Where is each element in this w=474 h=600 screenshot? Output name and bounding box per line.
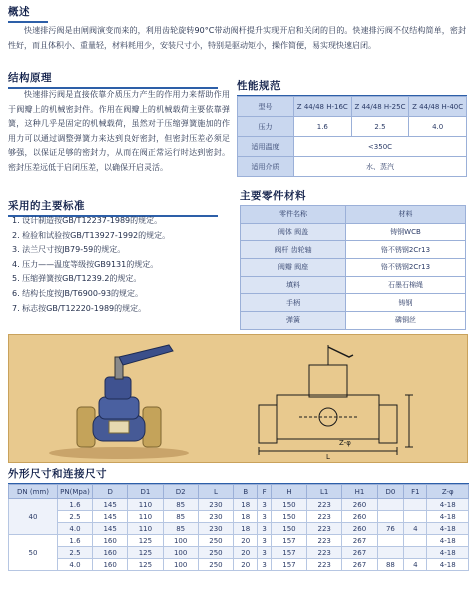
table-cell: 223 [307, 499, 342, 511]
part-name: 填料 [241, 276, 346, 294]
table-cell: 3 [258, 547, 271, 559]
material-name: 石墨石棉绳 [346, 276, 466, 294]
table-cell: 3 [258, 559, 271, 571]
table-cell: 1.6 [58, 499, 93, 511]
table-cell: 85 [163, 499, 198, 511]
model-cell: Z 44/48 H-40C [409, 97, 467, 117]
dn-cell: 50 [9, 535, 58, 571]
material-name: 铸钢WCB [346, 223, 466, 241]
column-header: D0 [377, 485, 404, 499]
table-cell: 4-18 [427, 511, 469, 523]
table-row [241, 259, 466, 277]
part-name: 阀瓣 阀座 [241, 259, 346, 277]
table-cell: 4-18 [427, 535, 469, 547]
table-cell: 223 [307, 523, 342, 535]
performance-table [237, 96, 467, 177]
column-header: B [234, 485, 258, 499]
column-header: PN(Mpa) [58, 485, 93, 499]
table-cell: 3 [258, 523, 271, 535]
table-row [9, 523, 469, 535]
model-cell: Z 44/48 H-25C [351, 97, 409, 117]
overview-heading [8, 4, 48, 23]
standard-item: 5. 压缩弹簧按GB/T1239.2的规定。 [12, 274, 142, 284]
table-cell: 157 [271, 547, 306, 559]
pressure-label: 压力 [238, 117, 294, 137]
standard-item: 2. 检验和试验按GB/T13927-1992的规定。 [12, 230, 171, 240]
standard-item: 3. 法兰尺寸按JB79-59的规定。 [12, 245, 126, 255]
structure-heading [8, 70, 218, 89]
table-cell: 2.5 [58, 511, 93, 523]
table-cell: 125 [128, 559, 163, 571]
table-row [238, 137, 467, 157]
column-header: H [271, 485, 306, 499]
table-cell [404, 511, 427, 523]
table-cell: 230 [198, 499, 233, 511]
table-cell: 100 [163, 547, 198, 559]
table-cell: 250 [198, 559, 233, 571]
table-cell: 3 [258, 535, 271, 547]
table-cell: 223 [307, 511, 342, 523]
table-cell: 4-18 [427, 559, 469, 571]
medium-value: 水、蒸汽 [293, 157, 466, 177]
table-cell: 145 [93, 511, 128, 523]
table-cell: 223 [307, 547, 342, 559]
column-header: H1 [342, 485, 377, 499]
material-name: 铸钢 [346, 294, 466, 312]
table-cell: 260 [342, 511, 377, 523]
table-cell: 1.6 [58, 535, 93, 547]
table-cell: 3 [258, 511, 271, 523]
material-name: 铬不锈钢2Cr13 [346, 259, 466, 277]
standards-title: 采用的主要标准 [8, 200, 85, 212]
column-header: Z-φ [427, 485, 469, 499]
table-cell: 3 [258, 499, 271, 511]
part-name: 阀杆 齿轮轴 [241, 241, 346, 259]
table-cell: 267 [342, 547, 377, 559]
model-label: 型号 [238, 97, 294, 117]
table-cell [377, 511, 404, 523]
table-cell: 18 [234, 499, 258, 511]
table-header-row [9, 485, 469, 499]
table-row [9, 559, 469, 571]
table-cell: 250 [198, 547, 233, 559]
table-cell: 2.5 [58, 547, 93, 559]
table-cell: 267 [342, 559, 377, 571]
table-row [238, 97, 467, 117]
table-cell: 4 [404, 523, 427, 535]
temperature-value: <350C [293, 137, 466, 157]
table-cell: 4 [404, 559, 427, 571]
valve-image-panel [8, 334, 468, 463]
column-header: D1 [128, 485, 163, 499]
table-row [9, 535, 469, 547]
table-cell: 110 [128, 499, 163, 511]
part-name: 弹簧 [241, 312, 346, 330]
performance-heading [237, 78, 467, 97]
technical-drawing [259, 345, 413, 455]
table-cell: 85 [163, 523, 198, 535]
table-cell: 110 [128, 523, 163, 535]
part-name: 手柄 [241, 294, 346, 312]
column-header: F1 [404, 485, 427, 499]
table-row [9, 547, 469, 559]
table-cell: 4-18 [427, 547, 469, 559]
standard-item: 1. 设计制造按GB/T12237-1989的规定。 [12, 216, 163, 225]
table-row [241, 312, 466, 330]
column-header: 零件名称 [241, 206, 346, 224]
table-cell: 150 [271, 499, 306, 511]
structure-text: 快速排污阀是直接依靠介质压力产生的作用力来帮助作用于阀瓣上的机械密封件。作用在阀瓣上的机械载荷主要依靠弹簧，这种几乎是固定的机械载荷，虽然对于压缩弹簧施加的作用力可以通过调整弹簧力来达到良好密封，但密封压差必须足够强，以保证足够的密封力，从而在阀正常运行时达到密封。密封压差远低于启闭压差，以确保开启灵活。 [8, 90, 230, 172]
table-cell: 125 [128, 547, 163, 559]
column-header: F [258, 485, 271, 499]
column-header: 材料 [346, 206, 466, 224]
table-cell: 110 [128, 511, 163, 523]
table-cell [404, 547, 427, 559]
table-cell [377, 535, 404, 547]
table-cell: 100 [163, 559, 198, 571]
table-cell: 100 [163, 535, 198, 547]
dimensions-table [8, 484, 469, 571]
table-row [238, 157, 467, 177]
table-cell: 223 [307, 559, 342, 571]
table-cell: 4-18 [427, 523, 469, 535]
table-cell: 145 [93, 499, 128, 511]
table-cell: 18 [234, 523, 258, 535]
materials-title: 主要零件材料 [240, 190, 306, 202]
table-cell: 150 [271, 511, 306, 523]
dimension-label-z: Z-φ [339, 439, 351, 447]
table-row [241, 223, 466, 241]
table-cell: 150 [271, 523, 306, 535]
temperature-label: 适用温度 [238, 137, 294, 157]
table-cell: 267 [342, 535, 377, 547]
table-cell [377, 547, 404, 559]
dims-title: 外形尺寸和连接尺寸 [8, 468, 107, 480]
table-cell: 160 [93, 535, 128, 547]
performance-title: 性能规范 [237, 80, 281, 92]
column-header: L1 [307, 485, 342, 499]
material-name: 铬不锈钢2Cr13 [346, 241, 466, 259]
table-cell: 4.0 [58, 523, 93, 535]
table-row [238, 117, 467, 137]
table-cell: 4-18 [427, 499, 469, 511]
column-header: DN (mm) [9, 485, 58, 499]
standards-list [12, 214, 228, 316]
table-cell: 230 [198, 523, 233, 535]
table-row [9, 511, 469, 523]
table-cell: 145 [93, 523, 128, 535]
table-cell: 88 [377, 559, 404, 571]
column-header: D [93, 485, 128, 499]
table-cell: 160 [93, 547, 128, 559]
table-header-row [241, 206, 466, 224]
table-cell: 76 [377, 523, 404, 535]
table-cell: 20 [234, 547, 258, 559]
pressure-cell: 1.6 [293, 117, 351, 137]
heading-underline [8, 21, 48, 23]
standard-item: 6. 结构长度按JB/T6900-93的规定。 [12, 288, 144, 298]
dimension-label-l: L [326, 453, 330, 461]
pressure-cell: 4.0 [409, 117, 467, 137]
overview-title: 概述 [8, 6, 30, 18]
table-cell [404, 499, 427, 511]
table-cell: 125 [128, 535, 163, 547]
dn-cell: 40 [9, 499, 58, 535]
column-header: L [198, 485, 233, 499]
table-cell: 157 [271, 559, 306, 571]
table-cell: 20 [234, 559, 258, 571]
part-name: 阀体 阀盖 [241, 223, 346, 241]
table-row [241, 294, 466, 312]
table-row [241, 276, 466, 294]
table-cell: 18 [234, 511, 258, 523]
table-row [9, 499, 469, 511]
pressure-cell: 2.5 [351, 117, 409, 137]
table-row [241, 241, 466, 259]
valve-photo [49, 345, 189, 459]
dims-heading [8, 466, 469, 485]
overview-text: 快速排污阀是由闸阀演变而来的，利用齿轮旋转90°C带动阀杆提升实现开启和关闭的目的。快速排污阀不仅结构简单，密封性好，而且体积小、重量轻，材料耗用少，安装尺寸小，特别是驱动矩小，操作简便，易实现快速启闭。 [8, 26, 466, 50]
table-cell: 230 [198, 511, 233, 523]
table-cell [404, 535, 427, 547]
table-cell: 260 [342, 523, 377, 535]
table-cell: 250 [198, 535, 233, 547]
material-name: 磷铜丝 [346, 312, 466, 330]
materials-table [240, 205, 466, 330]
table-cell [377, 499, 404, 511]
medium-label: 适用介质 [238, 157, 294, 177]
valve-illustration [9, 335, 467, 462]
table-cell: 157 [271, 535, 306, 547]
standard-item: 7. 标志按GB/T12220-1989的规定。 [12, 303, 147, 313]
structure-title: 结构原理 [8, 72, 52, 84]
table-cell: 160 [93, 559, 128, 571]
table-cell: 85 [163, 511, 198, 523]
table-cell: 20 [234, 535, 258, 547]
table-cell: 4.0 [58, 559, 93, 571]
table-cell: 223 [307, 535, 342, 547]
table-cell: 260 [342, 499, 377, 511]
standard-item: 4. 压力——温度等级按GB9131的规定。 [12, 259, 159, 269]
model-cell: Z 44/48 H-16C [293, 97, 351, 117]
column-header: D2 [163, 485, 198, 499]
